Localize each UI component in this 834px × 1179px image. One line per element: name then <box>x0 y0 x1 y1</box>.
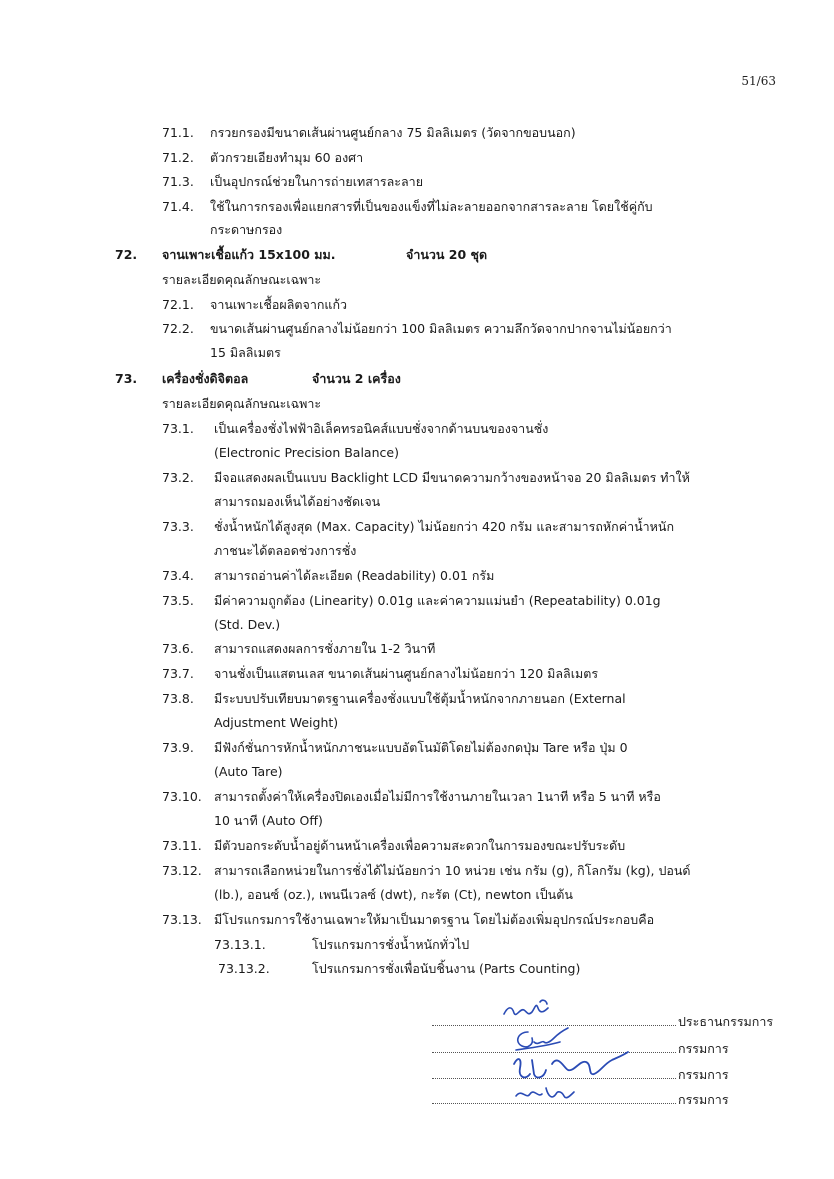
item-quantity: จำนวน 2 เครื่อง <box>312 371 401 386</box>
sub-item-text: จานเพาะเชื้อผลิตจากแก้ว <box>210 297 348 312</box>
item-title: เครื่องชั่งดิจิตอล <box>162 371 249 386</box>
sub-item-text-continued: 10 นาที (Auto Off) <box>214 813 323 828</box>
spec-label: รายละเอียดคุณลักษณะเฉพาะ <box>162 272 322 287</box>
sub-item-text: ชั่งน้ำหนักได้สูงสุด (Max. Capacity) ไม่น้อยกว่า 420 กรัม และสามารถหักค่าน้ำหนัก <box>214 519 675 534</box>
sub-sub-item-number: 73.13.2. <box>218 961 270 976</box>
page-number: 51/63 <box>741 74 776 88</box>
sub-item-text: เป็นเครื่องชั่งไฟฟ้าอิเล็คทรอนิคส์แบบชั่งจากด้านบนของจานชั่ง <box>214 421 549 436</box>
sub-item-number: 72.2. <box>162 321 194 336</box>
sub-item-number: 73.10. <box>162 789 202 804</box>
sub-item-text: มีระบบปรับเทียบมาตรฐานเครื่องชั่งแบบใช้ตุ้มน้ำหนักจากภายนอก (External <box>214 691 626 706</box>
sub-item-number: 73.1. <box>162 421 194 436</box>
signature-line-chairman <box>432 1013 773 1031</box>
sub-item-text: ขนาดเส้นผ่านศูนย์กลางไม่น้อยกว่า 100 มิลลิเมตร ความลึกวัดจากปากจานไม่น้อยกว่า <box>210 321 672 336</box>
sub-item-text: จานชั่งเป็นแสตนเลส ขนาดเส้นผ่านศูนย์กลางไม่น้อยกว่า 120 มิลลิเมตร <box>214 666 599 681</box>
sub-item-number: 71.3. <box>162 174 194 189</box>
sub-item-text-continued: 15 มิลลิเมตร <box>210 345 281 360</box>
sub-item-text-continued: (Std. Dev.) <box>214 617 281 632</box>
sub-item-text: มีฟังก์ชั่นการหักน้ำหนักภาชนะแบบอัตโนมัติโดยไม่ต้องกดปุ่ม Tare หรือ ปุ่ม 0 <box>214 740 628 755</box>
signature-role: กรรมการ <box>678 1092 729 1107</box>
spec-label: รายละเอียดคุณลักษณะเฉพาะ <box>162 396 322 411</box>
signature-role: กรรมการ <box>678 1041 729 1056</box>
sub-item-number: 73.2. <box>162 470 194 485</box>
item-quantity: จำนวน 20 ชุด <box>406 247 488 262</box>
item-number: 73. <box>115 371 138 386</box>
sub-item-number: 71.4. <box>162 199 194 214</box>
signature-role: กรรมการ <box>678 1067 729 1082</box>
sub-item-number: 73.6. <box>162 641 194 656</box>
handwritten-signature-4 <box>512 1080 582 1106</box>
sub-item-number: 71.1. <box>162 125 194 140</box>
sub-item-number: 73.13. <box>162 912 202 927</box>
sub-item-number: 73.7. <box>162 666 194 681</box>
sub-sub-item-number: 73.13.1. <box>214 937 266 952</box>
sub-item-text: สามารถอ่านค่าได้ละเอียด (Readability) 0.01 กรัม <box>214 568 495 583</box>
sub-item-text-continued: (Electronic Precision Balance) <box>214 445 399 460</box>
sub-item-number: 73.5. <box>162 593 194 608</box>
sub-item-number: 73.9. <box>162 740 194 755</box>
sub-item-text: ใช้ในการกรองเพื่อแยกสารที่เป็นของแข็งที่ไม่ละลายออกจากสารละลาย โดยใช้คู่กับ <box>210 199 653 214</box>
sub-item-text: กรวยกรองมีขนาดเส้นผ่านศูนย์กลาง 75 มิลลิเมตร (วัดจากขอบนอก) <box>210 125 576 140</box>
sub-item-number: 73.12. <box>162 863 202 878</box>
sub-item-text: สามารถตั้งค่าให้เครื่องปิดเองเมื่อไม่มีการใช้งานภายในเวลา 1นาที หรือ 5 นาที หรือ <box>214 789 661 804</box>
sub-item-text-continued: (Auto Tare) <box>214 764 283 779</box>
signature-role: ประธานกรรมการ <box>678 1014 774 1029</box>
sub-sub-item-text: โปรแกรมการชั่งน้ำหนักทั่วไป <box>312 937 470 952</box>
item-title: จานเพาะเชื้อแก้ว 15x100 มม. <box>162 247 336 262</box>
sub-sub-item-text: โปรแกรมการชั่งเพื่อนับชิ้นงาน (Parts Counting) <box>312 961 581 976</box>
sub-item-text-continued: กระดาษกรอง <box>210 222 283 237</box>
sub-item-text: เป็นอุปกรณ์ช่วยในการถ่ายเทสารละลาย <box>210 174 424 189</box>
sub-item-text: สามารถเลือกหน่วยในการชั่งได้ไม่น้อยกว่า 10 หน่วย เช่น กรัม (g), กิโลกรัม (kg), ปอนด์ <box>214 863 691 878</box>
sub-item-number: 72.1. <box>162 297 194 312</box>
sub-item-text: สามารถแสดงผลการชั่งภายใน 1-2 วินาที <box>214 641 436 656</box>
sub-item-text: มีตัวบอกระดับน้ำอยู่ด้านหน้าเครื่องเพื่อความสะดวกในการมองขณะปรับระดับ <box>214 838 626 853</box>
sub-item-text-continued: สามารถมองเห็นได้อย่างชัดเจน <box>214 494 381 509</box>
handwritten-signature-1 <box>500 996 560 1022</box>
sub-item-text: ตัวกรวยเอียงทำมุม 60 องศา <box>210 150 364 165</box>
sub-item-number: 73.3. <box>162 519 194 534</box>
sub-item-number: 73.8. <box>162 691 194 706</box>
sub-item-text: มีค่าความถูกต้อง (Linearity) 0.01g และค่าความแม่นยำ (Repeatability) 0.01g <box>214 593 661 608</box>
sub-item-text: มีจอแสดงผลเป็นแบบ Backlight LCD มีขนาดความกว้างของหน้าจอ 20 มิลลิเมตร ทำให้ <box>214 470 690 485</box>
sub-item-text-continued: ภาชนะได้ตลอดช่วงการชั่ง <box>214 543 357 558</box>
sub-item-number: 73.11. <box>162 838 202 853</box>
sub-item-text: มีโปรแกรมการใช้งานเฉพาะให้มาเป็นมาตรฐาน โดยไม่ต้องเพิ่มอุปกรณ์ประกอบคือ <box>214 912 655 927</box>
item-number: 72. <box>115 247 138 262</box>
sub-item-number: 73.4. <box>162 568 194 583</box>
sub-item-text-continued: Adjustment Weight) <box>214 715 339 730</box>
sub-item-text-continued: (lb.), ออนซ์ (oz.), เพนนีเวลซ์ (dwt), กะรัต (Ct), newton เป็นต้น <box>214 887 573 902</box>
sub-item-number: 71.2. <box>162 150 194 165</box>
